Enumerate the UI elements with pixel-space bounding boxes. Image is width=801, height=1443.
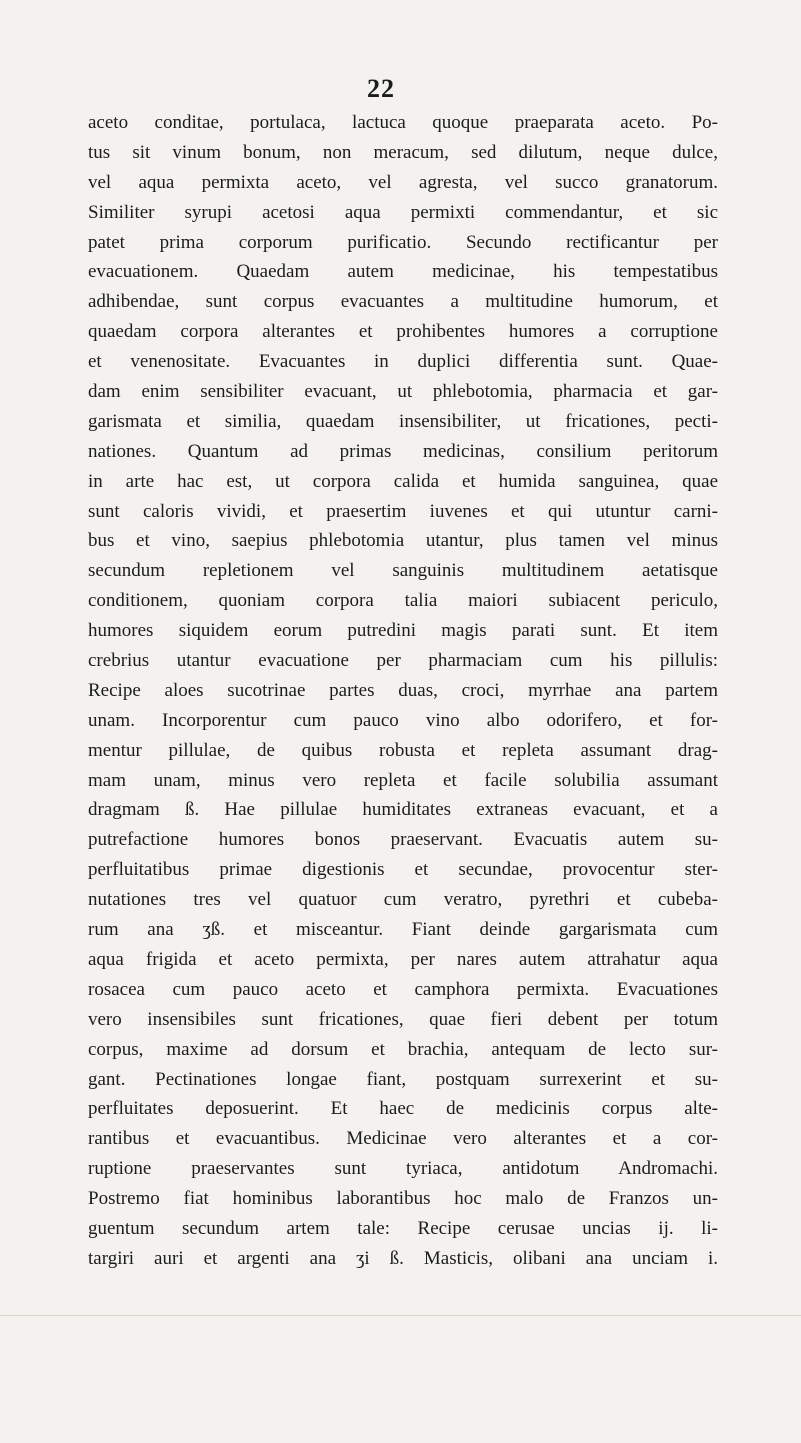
text-line: perfluitatibus primae digestionis et secundae, provocentur ster- — [88, 859, 718, 881]
text-line: quaedam corpora alterantes et prohibentes humores a corruptione — [88, 321, 718, 343]
text-line: vel aqua permixta aceto, vel agresta, vel succo granatorum. — [88, 171, 718, 193]
text-line: putrefactione humores bonos praeservant. Evacuatis autem su- — [88, 829, 718, 851]
text-line: patet prima corporum purificatio. Secundo rectificantur per — [88, 231, 718, 253]
body-text — [88, 108, 718, 1274]
page-edge-divider — [0, 1315, 801, 1316]
text-line: crebrius utantur evacuatione per pharmaciam cum his pillulis: — [88, 650, 718, 672]
text-line: bus et vino, saepius phlebotomia utantur, plus tamen vel minus — [88, 530, 718, 552]
text-line: gant. Pectinationes longae fiant, postquam surrexerint et su- — [88, 1068, 718, 1090]
text-line: corpus, maxime ad dorsum et brachia, antequam de lecto sur- — [88, 1038, 718, 1060]
text-line: nationes. Quantum ad primas medicinas, consilium peritorum — [88, 440, 718, 462]
text-line: aceto conditae, portulaca, lactuca quoque praeparata aceto. Po- — [88, 112, 718, 133]
text-line: perfluitates deposuerint. Et haec de medicinis corpus alte- — [88, 1098, 718, 1120]
text-line: guentum secundum artem tale: Recipe cerusae uncias ij. li- — [88, 1217, 718, 1239]
text-line: Postremo fiat hominibus laborantibus hoc malo de Franzos un- — [88, 1188, 718, 1210]
text-line: dam enim sensibiliter evacuant, ut phlebotomia, pharmacia et gar- — [88, 381, 718, 403]
text-line: mam unam, minus vero repleta et facile solubilia assumant — [88, 769, 718, 791]
text-line: adhibendae, sunt corpus evacuantes a multitudine humorum, et — [88, 291, 718, 313]
page-number: 22 — [367, 74, 395, 103]
text-line: dragmam ß. Hae pillulae humiditates extraneas evacuant, et a — [88, 799, 718, 821]
text-line: in arte hac est, ut corpora calida et humida sanguinea, quae — [88, 470, 718, 492]
text-line: rantibus et evacuantibus. Medicinae vero alterantes et a cor- — [88, 1128, 718, 1150]
text-line: conditionem, quoniam corpora talia maiori subiacent periculo, — [88, 590, 718, 612]
text-line: targiri auri et argenti ana ʒi ß. Masticis, olibani ana unciam i. — [88, 1247, 718, 1269]
text-line: evacuationem. Quaedam autem medicinae, his tempestatibus — [88, 261, 718, 283]
text-line: aqua frigida et aceto permixta, per nares autem attrahatur aqua — [88, 948, 718, 970]
text-line: ruptione praeservantes sunt tyriaca, antidotum Andromachi. — [88, 1158, 718, 1180]
text-line: humores siquidem eorum putredini magis parati sunt. Et item — [88, 620, 718, 642]
text-line: vero insensibiles sunt fricationes, quae fieri debent per totum — [88, 1008, 718, 1030]
text-line: garismata et similia, quaedam insensibiliter, ut fricationes, pecti- — [88, 410, 718, 432]
text-line: nutationes tres vel quatuor cum veratro, pyrethri et cubeba- — [88, 889, 718, 911]
text-line: tus sit vinum bonum, non meracum, sed dilutum, neque dulce, — [88, 141, 718, 163]
text-line: rosacea cum pauco aceto et camphora permixta. Evacuationes — [88, 978, 718, 1000]
text-line: mentur pillulae, de quibus robusta et repleta assumant drag- — [88, 739, 718, 761]
text-line: et venenositate. Evacuantes in duplici differentia sunt. Quae- — [88, 351, 718, 373]
text-line: Similiter syrupi acetosi aqua permixti commendantur, et sic — [88, 201, 718, 223]
text-line: unam. Incorporentur cum pauco vino albo odorifero, et for- — [88, 709, 718, 731]
text-line: rum ana ʒß. et misceantur. Fiant deinde gargarismata cum — [88, 919, 718, 941]
text-line: sunt caloris vividi, et praesertim iuvenes et qui utuntur carni- — [88, 500, 718, 522]
text-line: Recipe aloes sucotrinae partes duas, croci, myrrhae ana partem — [88, 679, 718, 701]
text-line: secundum repletionem vel sanguinis multitudinem aetatisque — [88, 560, 718, 582]
